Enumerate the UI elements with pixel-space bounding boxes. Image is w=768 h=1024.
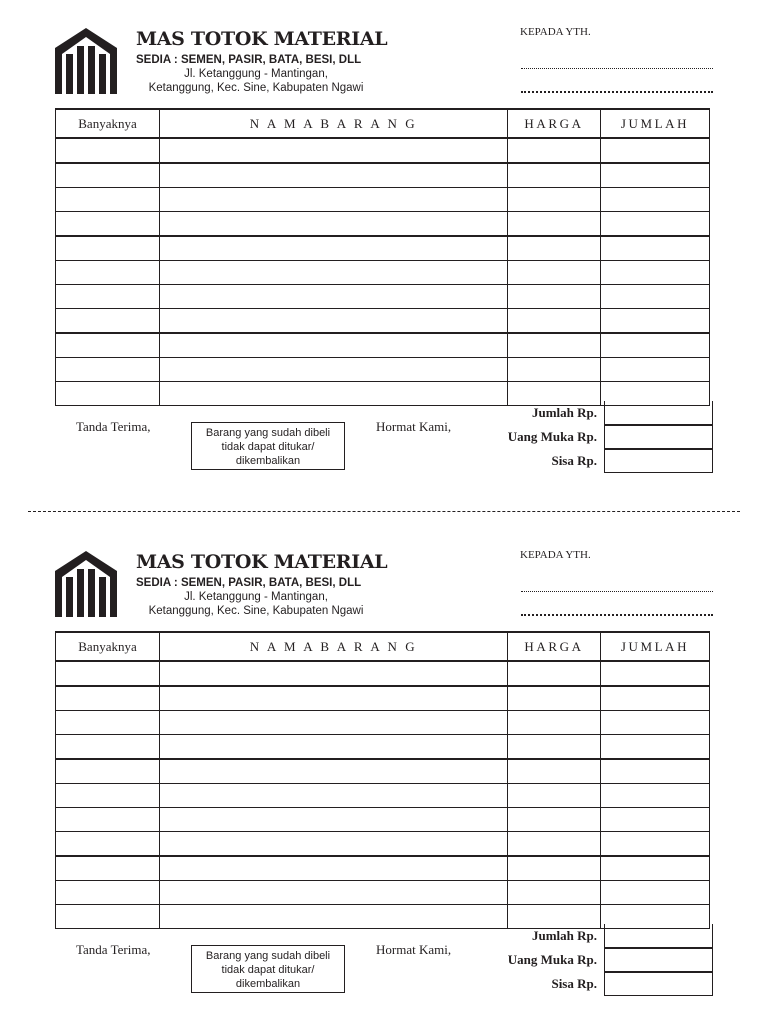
- item-name-cell[interactable]: [160, 808, 508, 832]
- table-row: [56, 759, 710, 784]
- item-name-cell[interactable]: [160, 856, 508, 881]
- table-row: [56, 309, 710, 334]
- address-line-2: Ketanggung, Kec. Sine, Kabupaten Ngawi: [148, 605, 364, 617]
- table-row: [56, 285, 710, 309]
- price-cell[interactable]: [508, 759, 601, 784]
- address-line-2: Ketanggung, Kec. Sine, Kabupaten Ngawi: [148, 82, 364, 94]
- table-row: [56, 784, 710, 808]
- items-table: [55, 108, 710, 406]
- items-table: [55, 631, 710, 929]
- amount-cell[interactable]: [601, 735, 710, 760]
- item-name-cell[interactable]: [160, 661, 508, 686]
- qty-cell[interactable]: [56, 309, 160, 334]
- table-row: [56, 711, 710, 735]
- recipient-name-line[interactable]: [521, 68, 713, 69]
- company-name: MAS TOTOK MATERIAL: [136, 551, 388, 573]
- invoice-copy-1: [0, 0, 768, 500]
- item-name-cell[interactable]: [160, 163, 508, 188]
- item-name-cell[interactable]: [160, 188, 508, 212]
- total-label: Jumlah Rp.: [531, 928, 597, 943]
- qty-cell[interactable]: [56, 784, 160, 808]
- amount-cell[interactable]: [601, 711, 710, 735]
- amount-cell[interactable]: [601, 686, 710, 711]
- table-row: [56, 188, 710, 212]
- table-header-row: [56, 109, 710, 138]
- no-return-notice: [191, 945, 345, 993]
- qty-cell[interactable]: [56, 735, 160, 760]
- amount-cell[interactable]: [601, 309, 710, 334]
- item-name-cell[interactable]: [160, 735, 508, 760]
- table-row: [56, 333, 710, 358]
- balance-field[interactable]: [604, 972, 713, 996]
- address-line-1: Jl. Ketanggung - Mantingan,: [184, 591, 328, 603]
- amount-cell[interactable]: [601, 358, 710, 382]
- price-cell[interactable]: [508, 236, 601, 261]
- item-name-cell[interactable]: [160, 784, 508, 808]
- amount-cell[interactable]: [601, 138, 710, 163]
- qty-cell[interactable]: [56, 333, 160, 358]
- item-name-cell[interactable]: [160, 236, 508, 261]
- total-field[interactable]: [604, 401, 713, 425]
- qty-cell[interactable]: [56, 905, 160, 929]
- total-field[interactable]: [604, 924, 713, 948]
- item-name-cell[interactable]: [160, 358, 508, 382]
- col-header-banyaknya: Banyaknya: [56, 109, 160, 138]
- item-name-cell[interactable]: [160, 333, 508, 358]
- qty-cell[interactable]: [56, 138, 160, 163]
- price-cell[interactable]: [508, 382, 601, 406]
- recipient-address-line[interactable]: [521, 91, 713, 93]
- qty-cell[interactable]: [56, 856, 160, 881]
- qty-cell[interactable]: [56, 261, 160, 285]
- seller-signature-label: Hormat Kami,: [376, 942, 452, 957]
- price-cell[interactable]: [508, 881, 601, 905]
- price-cell[interactable]: [508, 333, 601, 358]
- table-header-row: [56, 632, 710, 661]
- table-row: [56, 881, 710, 905]
- receipt-signature-label: Tanda Terima,: [76, 942, 151, 957]
- company-name: MAS TOTOK MATERIAL: [136, 28, 388, 50]
- amount-cell[interactable]: [601, 163, 710, 188]
- price-cell[interactable]: [508, 261, 601, 285]
- price-cell[interactable]: [508, 212, 601, 237]
- price-cell[interactable]: [508, 735, 601, 760]
- qty-cell[interactable]: [56, 832, 160, 857]
- recipient-name-line[interactable]: [521, 591, 713, 592]
- qty-cell[interactable]: [56, 236, 160, 261]
- item-name-cell[interactable]: [160, 711, 508, 735]
- notice-line: Barang yang sudah dibeli: [205, 427, 331, 439]
- qty-cell[interactable]: [56, 212, 160, 237]
- amount-cell[interactable]: [601, 333, 710, 358]
- table-row: [56, 212, 710, 237]
- col-header-jumlah: JUMLAH: [601, 109, 710, 138]
- down-payment-field[interactable]: [604, 425, 713, 449]
- table-row: [56, 358, 710, 382]
- col-header-harga: HARGA: [508, 109, 601, 138]
- item-name-cell[interactable]: [160, 881, 508, 905]
- balance-label: Sisa Rp.: [551, 976, 597, 991]
- amount-cell[interactable]: [601, 261, 710, 285]
- table-row: [56, 808, 710, 832]
- amount-cell[interactable]: [601, 236, 710, 261]
- notice-line: dikembalikan: [235, 978, 301, 990]
- item-name-cell[interactable]: [160, 285, 508, 309]
- price-cell[interactable]: [508, 784, 601, 808]
- notice-line: tidak dapat ditukar/: [221, 441, 315, 453]
- item-name-cell[interactable]: [160, 309, 508, 334]
- table-row: [56, 236, 710, 261]
- table-row: [56, 832, 710, 857]
- amount-cell[interactable]: [601, 856, 710, 881]
- down-payment-label: Uang Muka Rp.: [507, 952, 597, 967]
- amount-cell[interactable]: [601, 759, 710, 784]
- qty-cell[interactable]: [56, 808, 160, 832]
- col-header-banyaknya: Banyaknya: [56, 632, 160, 661]
- price-cell[interactable]: [508, 309, 601, 334]
- seller-signature-label: Hormat Kami,: [376, 419, 452, 434]
- receipt-signature-label: Tanda Terima,: [76, 419, 151, 434]
- amount-cell[interactable]: [601, 661, 710, 686]
- amount-cell[interactable]: [601, 188, 710, 212]
- address-line-1: Jl. Ketanggung - Mantingan,: [184, 68, 328, 80]
- invoice-copy-2: [0, 523, 768, 1023]
- item-name-cell[interactable]: [160, 759, 508, 784]
- price-cell[interactable]: [508, 711, 601, 735]
- item-name-cell[interactable]: [160, 905, 508, 929]
- col-header-nama-barang: N A M A B A R A N G: [160, 109, 508, 138]
- qty-cell[interactable]: [56, 686, 160, 711]
- col-header-harga: HARGA: [508, 632, 601, 661]
- price-cell[interactable]: [508, 686, 601, 711]
- price-cell[interactable]: [508, 856, 601, 881]
- table-row: [56, 661, 710, 686]
- mtm-logo-icon: [55, 28, 117, 94]
- recipient-address-line[interactable]: [521, 614, 713, 616]
- qty-cell[interactable]: [56, 881, 160, 905]
- table-row: [56, 261, 710, 285]
- cut-line: [28, 511, 740, 512]
- qty-cell[interactable]: [56, 382, 160, 406]
- amount-cell[interactable]: [601, 784, 710, 808]
- qty-cell[interactable]: [56, 188, 160, 212]
- qty-cell[interactable]: [56, 711, 160, 735]
- col-header-jumlah: JUMLAH: [601, 632, 710, 661]
- qty-cell[interactable]: [56, 163, 160, 188]
- product-line: SEDIA : SEMEN, PASIR, BATA, BESI, DLL: [136, 577, 362, 589]
- down-payment-label: Uang Muka Rp.: [507, 429, 597, 444]
- price-cell[interactable]: [508, 285, 601, 309]
- product-line: SEDIA : SEMEN, PASIR, BATA, BESI, DLL: [136, 54, 362, 66]
- table-row: [56, 163, 710, 188]
- qty-cell[interactable]: [56, 358, 160, 382]
- total-label: Jumlah Rp.: [531, 405, 597, 420]
- item-name-cell[interactable]: [160, 261, 508, 285]
- item-name-cell[interactable]: [160, 686, 508, 711]
- amount-cell[interactable]: [601, 285, 710, 309]
- item-name-cell[interactable]: [160, 212, 508, 237]
- table-row: [56, 686, 710, 711]
- notice-line: tidak dapat ditukar/: [221, 964, 315, 976]
- amount-cell[interactable]: [601, 881, 710, 905]
- price-cell[interactable]: [508, 163, 601, 188]
- table-row: [56, 856, 710, 881]
- amount-cell[interactable]: [601, 212, 710, 237]
- price-cell[interactable]: [508, 832, 601, 857]
- col-header-nama-barang: N A M A B A R A N G: [160, 632, 508, 661]
- no-return-notice: [191, 422, 345, 470]
- price-cell[interactable]: [508, 188, 601, 212]
- item-name-cell[interactable]: [160, 138, 508, 163]
- price-cell[interactable]: [508, 808, 601, 832]
- qty-cell[interactable]: [56, 661, 160, 686]
- price-cell[interactable]: [508, 661, 601, 686]
- balance-label: Sisa Rp.: [551, 453, 597, 468]
- table-row: [56, 735, 710, 760]
- down-payment-field[interactable]: [604, 948, 713, 972]
- qty-cell[interactable]: [56, 759, 160, 784]
- price-cell[interactable]: [508, 358, 601, 382]
- notice-line: Barang yang sudah dibeli: [205, 950, 331, 962]
- amount-cell[interactable]: [601, 808, 710, 832]
- recipient-label: KEPADA YTH.: [520, 549, 591, 561]
- item-name-cell[interactable]: [160, 382, 508, 406]
- notice-line: dikembalikan: [235, 455, 301, 467]
- recipient-label: KEPADA YTH.: [520, 26, 591, 38]
- price-cell[interactable]: [508, 905, 601, 929]
- qty-cell[interactable]: [56, 285, 160, 309]
- price-cell[interactable]: [508, 138, 601, 163]
- balance-field[interactable]: [604, 449, 713, 473]
- item-name-cell[interactable]: [160, 832, 508, 857]
- amount-cell[interactable]: [601, 832, 710, 857]
- mtm-logo-icon: [55, 551, 117, 617]
- table-row: [56, 138, 710, 163]
